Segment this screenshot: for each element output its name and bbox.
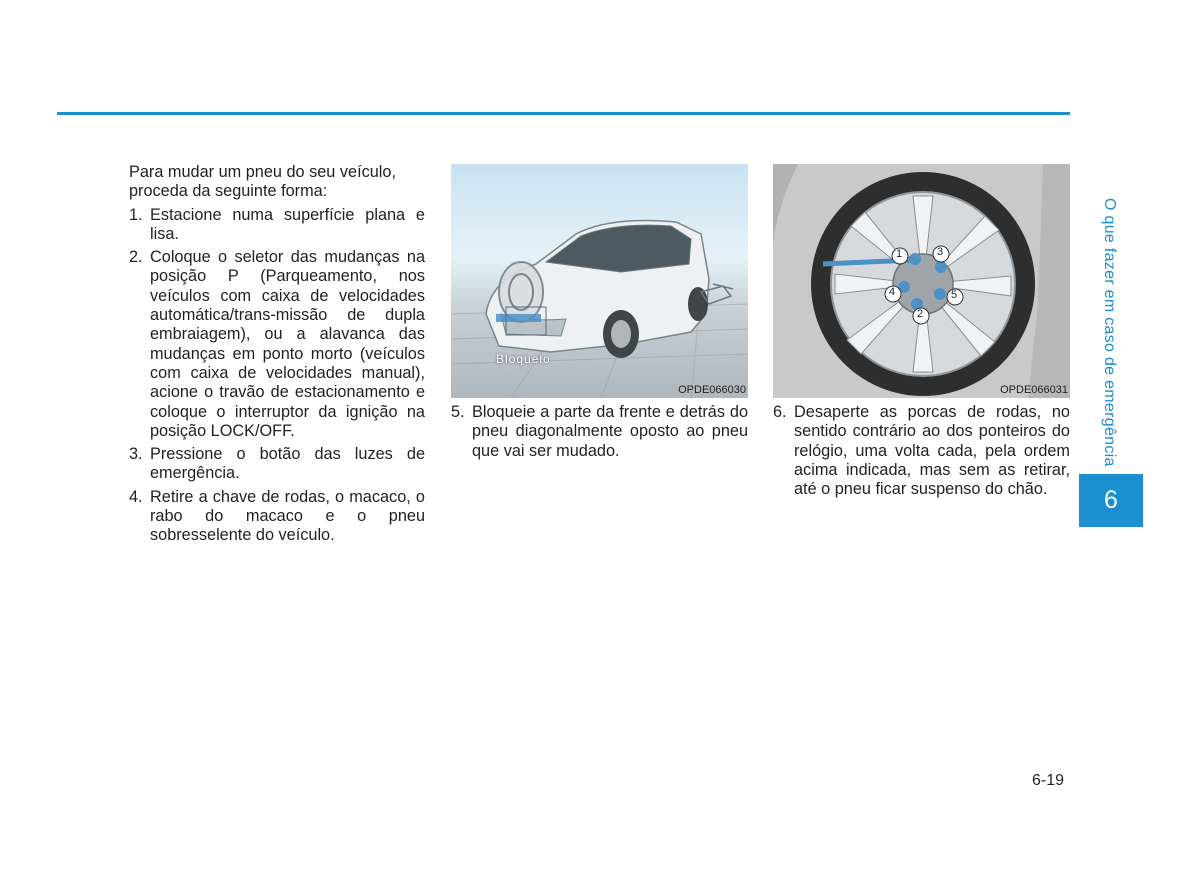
nut-label-4: 4 — [889, 286, 896, 298]
step-number: 6. — [773, 403, 787, 421]
list-item — [773, 403, 1070, 499]
instructions-column-2 — [451, 403, 748, 465]
nut-label-5: 5 — [951, 289, 958, 301]
step-number: 2. — [129, 248, 143, 267]
list-item — [129, 488, 425, 546]
step-text: Bloqueie a parte da frente e detrás do pneu diagonalmente oposto ao pneu que vai ser mudado. — [472, 403, 748, 460]
step-text: Estacione numa superfície plana e lisa. — [150, 205, 425, 243]
car-chock-illustration — [451, 164, 748, 398]
step-number: 5. — [451, 403, 465, 421]
list-item — [451, 403, 748, 461]
list-item — [129, 248, 425, 441]
step-text: Retire a chave de rodas, o macaco, o rabo do macaco e o pneu sobresselente do veículo. — [150, 487, 425, 545]
section-title: O que fazer em caso de emergência — [1101, 198, 1118, 467]
page-number: 6-19 — [1032, 772, 1065, 789]
nut-label-2: 2 — [917, 308, 924, 320]
step-text: Coloque o seletor das mudanças na posição P (Parqueamento, nos veículos com caixa de velocidades automática/trans-missão de dupla embraiagem), ou a alavanca das mudanças em ponto morto (veículos com caixa de velocidades manual), acione o travão de estacionamento e coloque o interruptor da ignição na posição LOCK/OFF. — [150, 248, 425, 440]
chapter-tab: 6 — [1079, 474, 1143, 527]
step-number: 4. — [129, 487, 143, 506]
step-text: Pressione o botão das luzes de emergência. — [150, 445, 425, 483]
step-text: Desaperte as porcas de rodas, no sentido contrário ao dos ponteiros do relógio, uma volta cada, pela ordem acima indicada, mas sem as retirar, até o pneu ficar suspenso do chão. — [794, 403, 1070, 499]
nut-label-1: 1 — [896, 248, 903, 260]
figure-code: OPDE066031 — [1000, 384, 1068, 396]
instructions-column-1 — [129, 163, 425, 550]
list-item — [129, 206, 425, 245]
step-number: 3. — [129, 445, 143, 464]
steps-list — [773, 403, 1070, 499]
nut-label-3: 3 — [937, 246, 944, 258]
chock-label: Bloqueio — [496, 352, 551, 366]
header-rule — [57, 112, 1070, 115]
wheel-lug-nuts-illustration — [773, 164, 1070, 398]
list-item — [129, 445, 425, 484]
steps-list — [451, 403, 748, 461]
step-number: 1. — [129, 205, 143, 224]
figure-code: OPDE066030 — [678, 384, 746, 396]
wheel-illustration — [773, 164, 1070, 398]
steps-list — [129, 206, 425, 546]
intro-paragraph: Para mudar um pneu do seu veículo, proceda da seguinte forma: — [129, 163, 396, 201]
instructions-column-3 — [773, 403, 1070, 503]
